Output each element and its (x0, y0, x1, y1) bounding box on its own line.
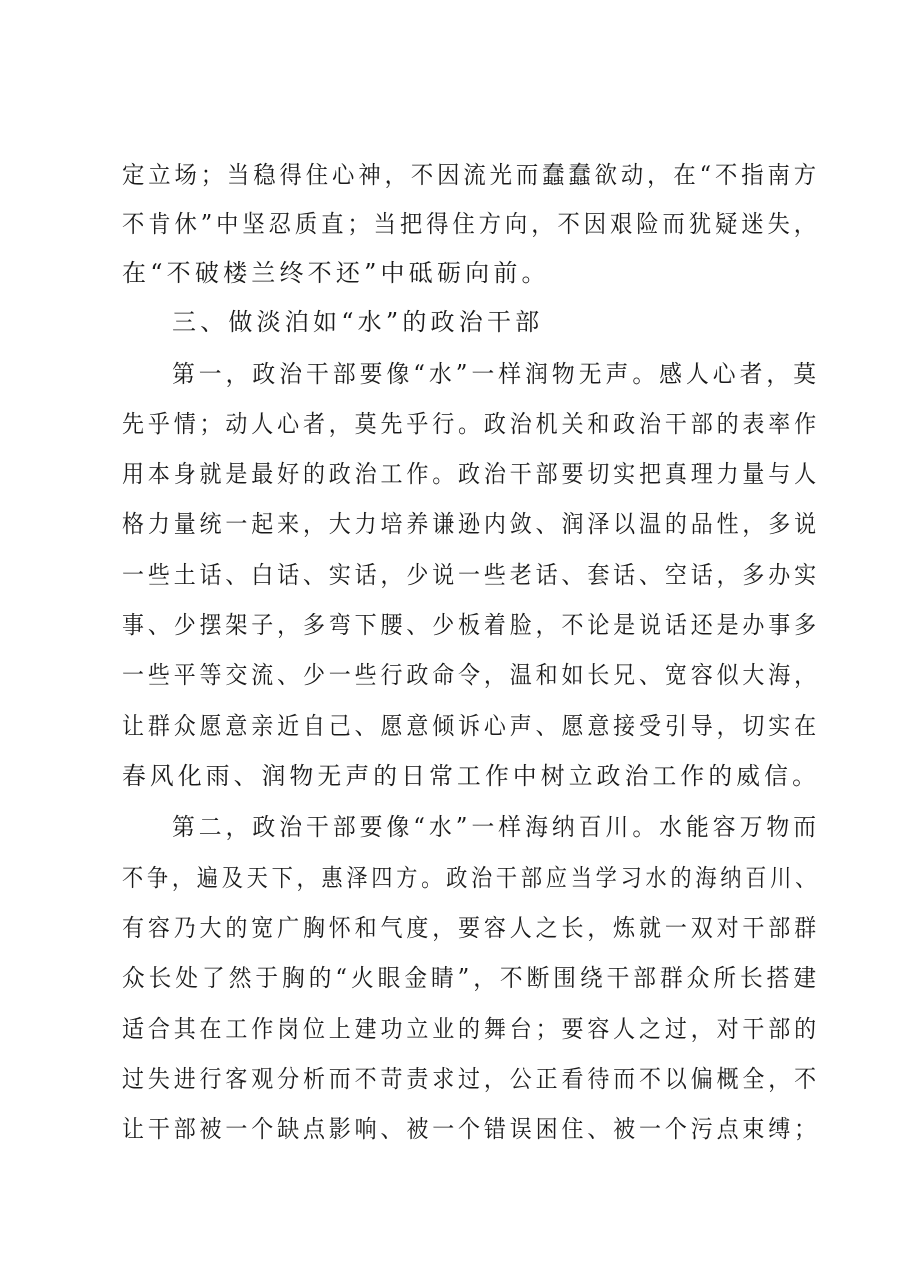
text-line: 春风化雨、润物无声的日常工作中树立政治工作的威信。 (122, 762, 821, 790)
text-line: 格力量统一起来，大力培养谦逊内敛、润泽以温的品性，多说 (122, 510, 820, 538)
text-line: 适合其在工作岗位上建功立业的舞台；要容人之过，对干部的 (122, 1015, 820, 1043)
text-line: 让群众愿意亲近自己、愿意倾诉心声、愿意接受引导，切实在 (122, 712, 820, 740)
text-line: 第二，政治干部要像“水”一样海纳百川。水能容万物而 (172, 813, 821, 841)
text-line: 在“不破楼兰终不还”中砥砺向前。 (122, 259, 550, 287)
text-line: 定立场；当稳得住心神，不因流光而蠢蠢欲动，在“不指南方 (122, 161, 821, 189)
text-line: 一些平等交流、少一些行政命令，温和如长兄、宽容似大海， (122, 661, 820, 689)
text-line: 一些土话、白话、实话，少说一些老话、套话、空话，多办实 (122, 561, 820, 589)
section-heading: 三、做淡泊如“水”的政治干部 (172, 308, 544, 336)
text-line: 过失进行客观分析而不苛责求过，公正看待而不以偏概全，不 (122, 1065, 820, 1093)
text-line: 让干部被一个缺点影响、被一个错误困住、被一个污点束缚； (122, 1115, 820, 1143)
text-line: 有容乃大的宽广胸怀和气度，要容人之长，炼就一双对干部群 (122, 914, 820, 942)
text-line: 事、少摆架子，多弯下腰、少板着脸，不论是说话还是办事多 (122, 611, 820, 639)
text-line: 用本身就是最好的政治工作。政治干部要切实把真理力量与人 (122, 460, 820, 488)
text-line: 第一，政治干部要像“水”一样润物无声。感人心者，莫 (172, 360, 821, 388)
text-line: 众长处了然于胸的“火眼金睛”，不断围绕干部群众所长搭建 (122, 964, 821, 992)
text-line: 不肯休”中坚忍质直；当把得住方向，不因艰险而犹疑迷失， (122, 210, 821, 238)
text-line: 不争，遍及天下，惠泽四方。政治干部应当学习水的海纳百川、 (122, 864, 821, 892)
text-line: 先乎情；动人心者，莫先乎行。政治机关和政治干部的表率作 (122, 410, 820, 438)
